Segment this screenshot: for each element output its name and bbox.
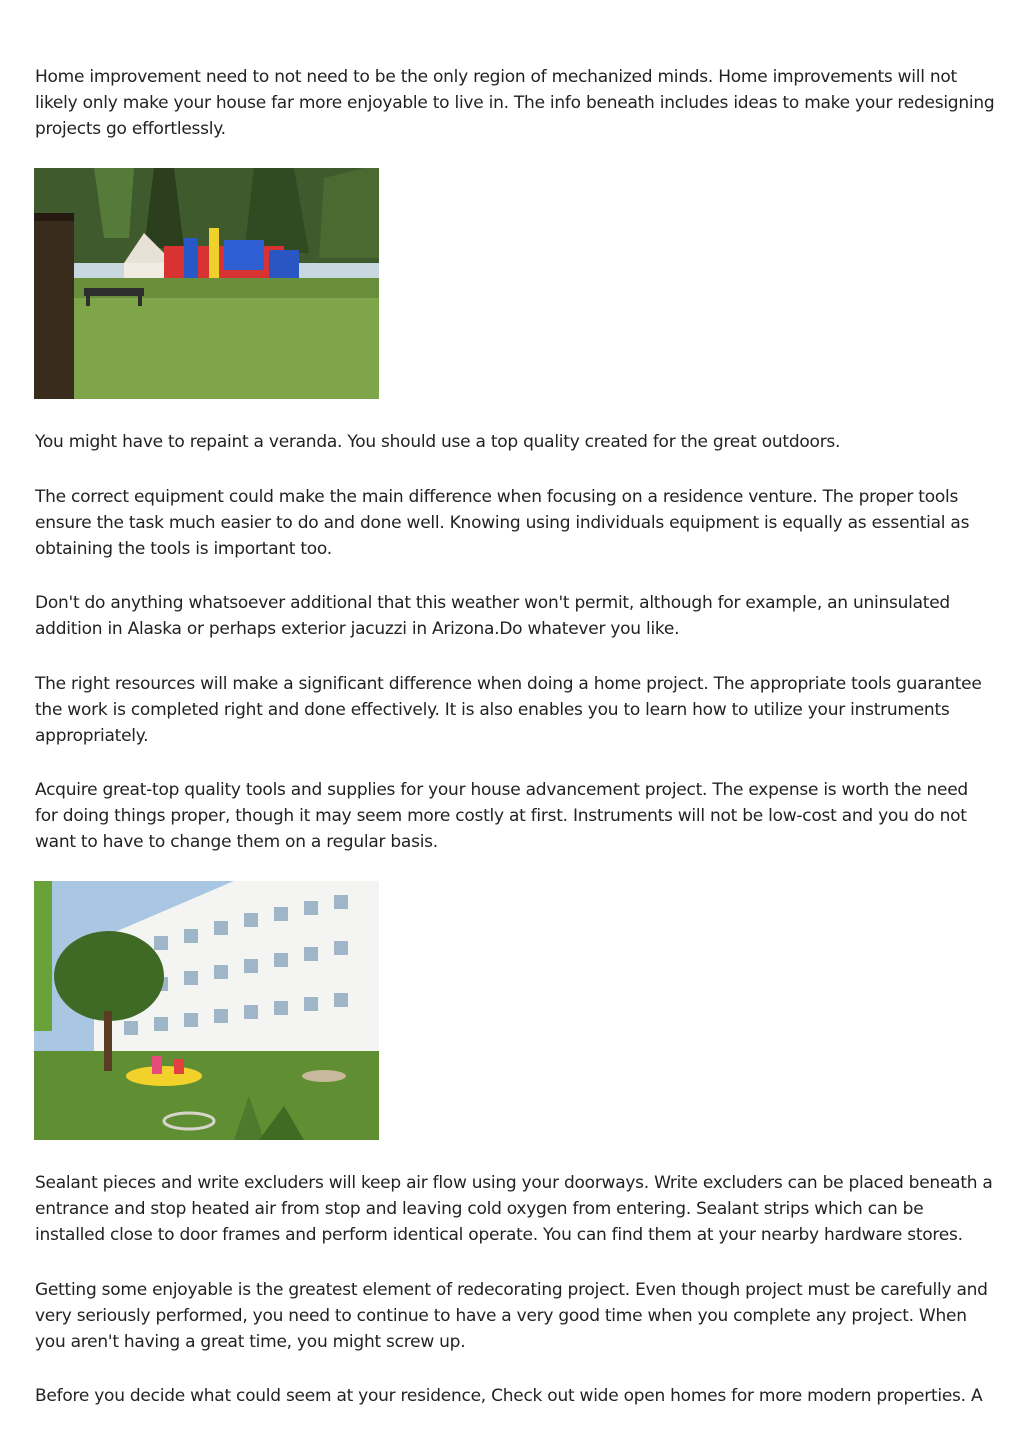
paragraph-sealant: Sealant pieces and write excluders will keep air flow using your doorways. Write excluders can be placed beneath a entrance and stop heated air from stop and leaving cold oxygen from entering. Sealant strips which can be installed close to door frames and perform identical operate. You can find them at your nearby hardware stores. — [35, 1173, 993, 1245]
paragraph-veranda: You might have to repaint a veranda. You should use a top quality created for the great outdoors. — [35, 432, 841, 452]
paragraph-open-homes: Before you decide what could seem at your residence, Check out wide open homes for more modern properties. A — [35, 1386, 983, 1406]
paragraph-intro: Home improvement need to not need to be the only region of mechanized minds. Home improvements will not likely only make your house far more enjoyable to live in. The info beneath includes ideas to make your redesigning projects go effortlessly. — [35, 67, 995, 139]
paragraph-enjoyable: Getting some enjoyable is the greatest element of redecorating project. Even though project must be carefully and very seriously performed, you need to continue to have a very good time when you complete any project. When you aren't having a great time, you might screw up. — [35, 1280, 988, 1352]
hotel-garden-photo — [34, 881, 379, 1140]
paragraph-equipment: The correct equipment could make the main difference when focusing on a residence venture. The proper tools ensure the task much easier to do and done well. Knowing using individuals equipment is equally as essential as obtaining the tools is important too. — [35, 487, 970, 559]
paragraph-resources: The right resources will make a significant difference when doing a home project. The appropriate tools guarantee the work is completed right and done effectively. It is also enables you to learn how to utilize your instruments appropriately. — [35, 674, 982, 746]
playground-photo — [34, 168, 379, 399]
paragraph-tools: Acquire great-top quality tools and supplies for your house advancement project. The expense is worth the need for doing things proper, though it may seem more costly at first. Instruments will not be low-cost and you do not want to have to change them on a regular basis. — [35, 780, 968, 852]
paragraph-weather: Don't do anything whatsoever additional that this weather won't permit, although for example, an uninsulated addition in Alaska or perhaps exterior jacuzzi in Arizona.Do whatever you like. — [35, 593, 950, 639]
